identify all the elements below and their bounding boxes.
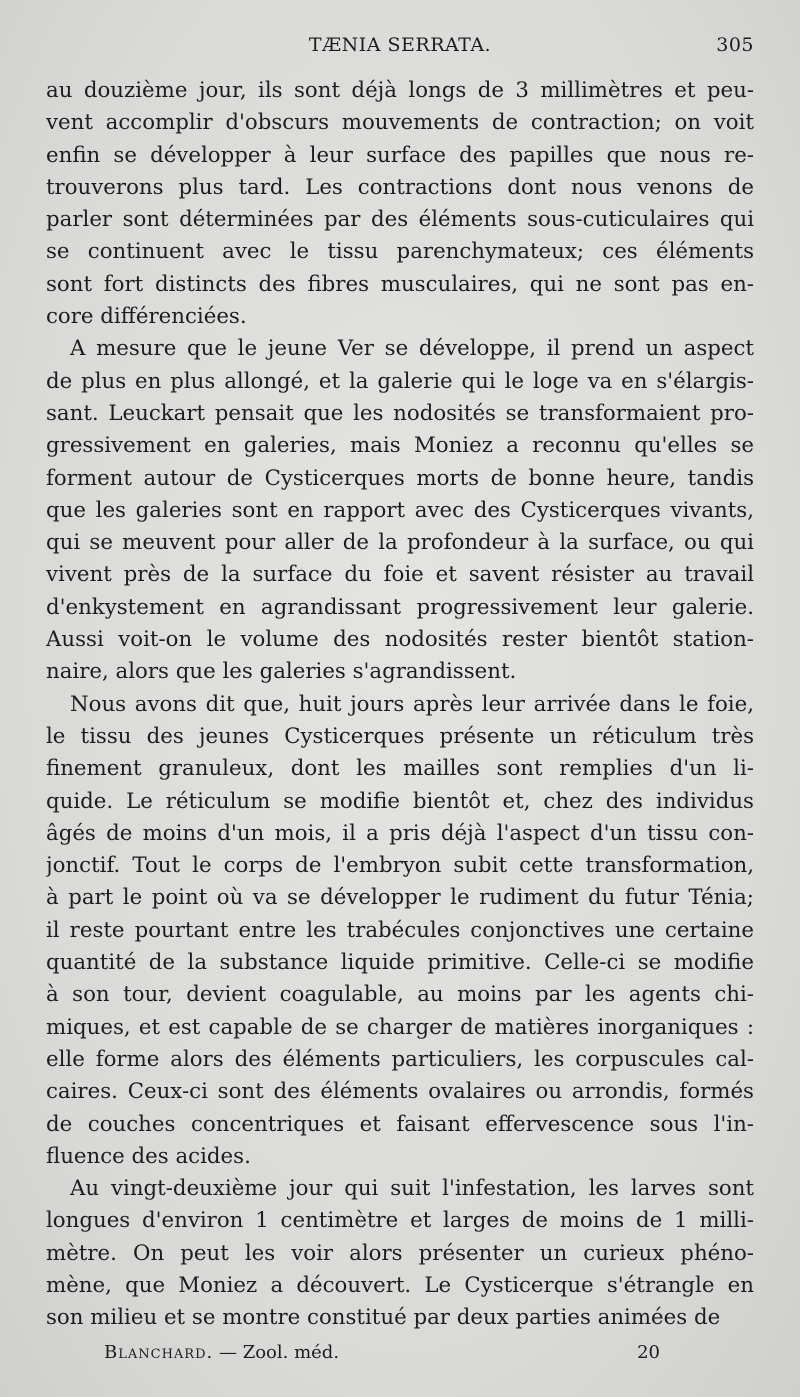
footer-source [104,1342,339,1363]
running-header [46,34,754,64]
text-line: quantité de la substance liquide primitive. Celle-ci se modifie [46,950,754,976]
text-line: A mesure que le jeune Ver se développe, il prend un aspect [70,336,754,362]
running-title: TÆNIA SERRATA. [308,34,492,56]
text-line: gressivement en galeries, mais Moniez a reconnu qu'elles se [46,433,754,459]
body-text [46,75,754,1335]
text-line: le tissu des jeunes Cysticerques présente un réticulum très [46,723,754,749]
text-line: caires. Ceux-ci sont des éléments ovalaires ou arrondis, formés [46,1079,754,1105]
text-line: naire, alors que les galeries s'agrandissent. [46,659,517,685]
text-line: qui se meuvent pour aller de la profondeur à la surface, ou qui [46,530,754,556]
page-number: 305 [716,34,754,56]
text-line: enfin se développer à leur surface des papilles que nous re- [46,142,754,168]
footer-work: Zool. méd. [242,1342,340,1363]
text-line: à son tour, devient coagulable, au moins par les agents chi- [46,982,754,1008]
text-line: mène, que Moniez a découvert. Le Cysticerque s'étrangle en [46,1272,754,1298]
text-line: mètre. On peut les voir alors présenter un curieux phéno- [46,1240,754,1266]
text-line: jonctif. Tout le corps de l'embryon subit cette transformation, [46,853,754,879]
text-line: il reste pourtant entre les trabécules conjonctives une certaine [46,917,754,943]
text-line: Nous avons dit que, huit jours après leur arrivée dans le foie, [70,691,754,717]
text-line: finement granuleux, dont les mailles sont remplies d'un li- [46,756,754,782]
text-line: elle forme alors des éléments particuliers, les corpuscules cal- [46,1046,754,1072]
text-line: sant. Leuckart pensait que les nodosités se transformaient pro- [46,400,754,426]
text-line: core différenciées. [46,304,247,330]
text-line: trouverons plus tard. Les contractions dont nous venons de [46,174,754,200]
signature-mark: 20 [637,1342,660,1363]
text-line: parler sont déterminées par des éléments sous-cuticulaires qui [46,207,754,233]
text-line: de couches concentriques et faisant effervescence sous l'in- [46,1111,754,1137]
text-line: miques, et est capable de se charger de matières inorganiques : [46,1014,754,1040]
text-line: forment autour de Cysticerques morts de bonne heure, tandis [46,465,754,491]
text-line: âgés de moins d'un mois, il a pris déjà l'aspect d'un tissu con- [46,820,754,846]
footer-author: Blanchard. [104,1342,214,1363]
text-line: son milieu et se montre constitué par deux parties animées de [46,1305,721,1331]
footer-separator: — [218,1342,237,1363]
text-line: à part le point où va se développer le rudiment du futur Ténia; [46,885,754,911]
text-line: fluence des acides. [46,1143,251,1169]
text-line: au douzième jour, ils sont déjà longs de 3 millimètres et peu- [46,78,754,103]
text-line: Au vingt-deuxième jour qui suit l'infestation, les larves sont [70,1176,754,1202]
page-footer [104,1342,660,1372]
text-line: longues d'environ 1 centimètre et larges de moins de 1 milli- [46,1208,754,1234]
text-line: sont fort distincts des fibres musculaires, qui ne sont pas en- [46,271,754,297]
text-line: d'enkystement en agrandissant progressivement leur galerie. [46,594,754,620]
text-line: quide. Le réticulum se modifie bientôt et, chez des individus [46,788,754,814]
text-line: Aussi voit-on le volume des nodosités rester bientôt station- [46,627,754,653]
text-line: que les galeries sont en rapport avec des Cysticerques vivants, [46,497,754,523]
text-line: vivent près de la surface du foie et savent résister au travail [46,562,754,588]
text-line: vent accomplir d'obscurs mouvements de contraction; on voit [46,110,754,136]
text-line: se continuent avec le tissu parenchymateux; ces éléments [46,239,754,265]
text-line: de plus en plus allongé, et la galerie qui le loge va en s'élargis- [46,368,754,394]
